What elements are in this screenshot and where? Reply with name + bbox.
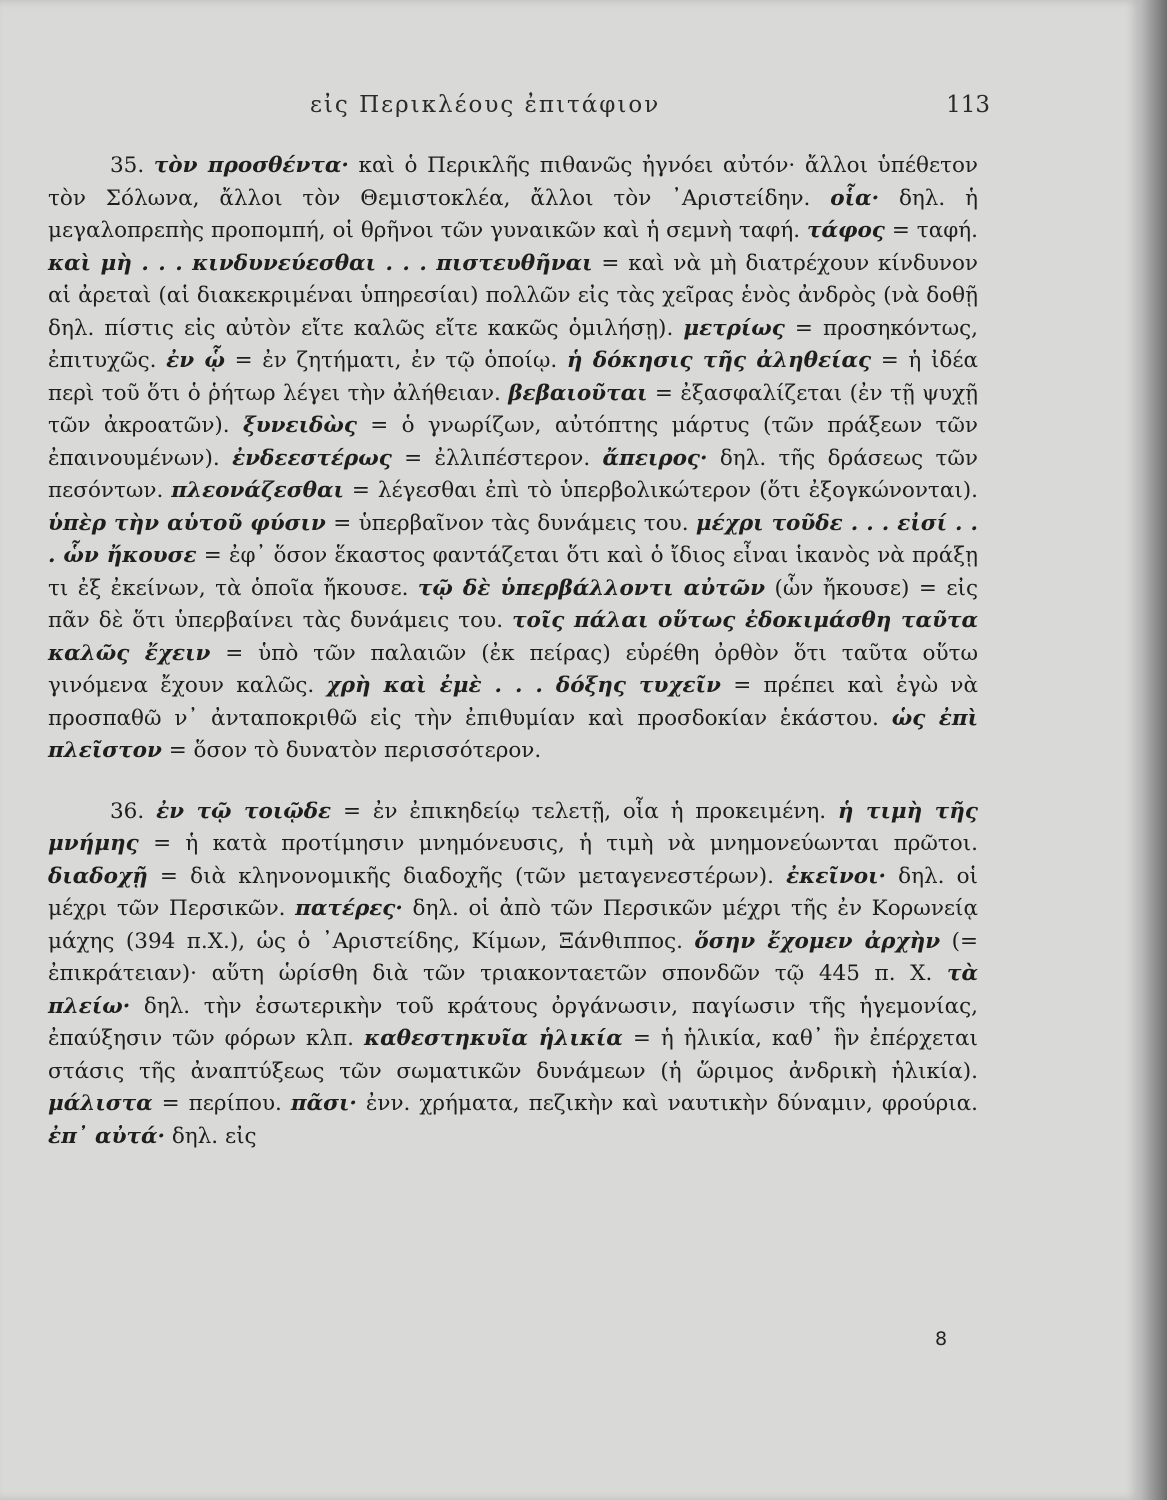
gloss: = ἐλλιπέστερον. [391,445,603,471]
lemma: τὸν προσθέντα· [153,153,349,178]
gloss: = ἐν ζητήματι, ἐν τῷ ὁποίῳ. [224,348,567,373]
gloss: = ὅσον τὸ δυνατὸν περισσότερον. [161,738,542,763]
lemma: καθεστηκυῖα ἡλικία [363,1026,623,1051]
gloss: = ὁ γνωρίζων, αὐτόπτης μάρτυς (τῶν πράξεων τῶν ἐπαινουμένων). [48,413,978,471]
commentary-text [48,150,978,1153]
gloss: δηλ. εἰς [165,1123,257,1149]
gloss: = ἡ ἡλικία, καθ᾽ ἣν ἐπέρχεται στάσις τῆς ἀναπτύξεως τῶν σωματικῶν δυνάμεων (ἡ ὥριμος ἀνδρικὴ ἡλικία). [48,1026,978,1084]
lemma: ὅσην ἔχομεν ἀρχὴν [694,928,941,954]
gloss: = ὑπερβαῖνον τὰς δυνάμεις του. [325,510,696,536]
paragraph-36 [48,796,978,1154]
gloss: = πρέπει καὶ ἐγὼ νὰ προσπαθῶ ν᾽ ἀνταποκριθῶ εἰς τὴν ἐπιθυμίαν καὶ προσδοκίαν ἑκάστου. [48,673,979,731]
lemma: διαδοχῇ [48,863,148,889]
lemma: ἄπειρος· [602,445,708,471]
gloss: = διὰ κληνονομικῆς διαδοχῆς (τῶν μεταγενεστέρων). [147,863,787,889]
gloss: = ἡ κατὰ προτίμησιν μνημόνευσις, ἡ τιμὴ νὰ μνημονεύωνται πρῶτοι. [138,831,978,856]
gloss: δηλ. τὴν ἐσωτερικὴν τοῦ κράτους ὀργάνωσιν, παγίωσιν τῆς ἡγεμονίας, ἐπαύξησιν τῶν φόρων κλπ. [48,993,978,1051]
paragraph-35 [48,150,978,768]
lemma: οἷα· [830,185,880,211]
lemma: τῷ δὲ ὑπερβάλλοντι αὐτῶν [417,575,765,601]
gloss: δηλ. τῆς δράσεως τῶν πεσόντων. [48,445,978,503]
gloss: δηλ. οἱ ἀπὸ τῶν Περσικῶν μέχρι τῆς ἐν Κορωνείᾳ μάχης (394 π.Χ.), ὡς ὁ ᾽Αριστείδης, Κίμων, Ξάνθιππος. [48,896,978,954]
lemma: τὰ πλείω· [48,961,978,1019]
gloss: = ἐφ᾽ ὅσον ἕκαστος φαντάζεται ὅτι καὶ ὁ ἴδιος εἶναι ἱκανὸς νὰ πράξῃ τι ἐξ ἐκείνων, τὰ ὁποῖα ἤκουσε. [48,543,978,601]
lemma: μετρίως [683,315,785,341]
gloss: = ὑπὸ τῶν παλαιῶν (ἐκ πείρας) εὑρέθη ὀρθὸν ὅτι ταῦτα οὕτω γινόμενα ἔχουν καλῶς. [48,640,979,698]
lemma: ὑπὲρ τὴν αὑτοῦ φύσιν [48,510,326,536]
lemma: πατέρες· [295,896,403,921]
lemma: ἐπ᾽ αὐτά· [48,1123,166,1149]
lemma: πλεονάζεσθαι [171,478,344,503]
gloss: δηλ. οἱ μέχρι τῶν Περσικῶν. [48,863,978,921]
gloss: ἐνν. χρήματα, πεζικὴν καὶ ναυτικὴν δύναμιν, φρούρια. [356,1091,978,1116]
lemma: τάφος [807,218,885,243]
gloss: = ἐν ἐπικηδείῳ τελετῇ, οἷα ἡ προκειμένη. [331,798,838,824]
lemma: καὶ μὴ . . . κινδυνεύεσθαι . . . πιστευθῆναι [48,250,593,276]
lemma: ἐνδεεστέρως [232,445,392,471]
page-number: 113 [946,92,990,118]
gloss: = περίπου. [152,1091,291,1116]
paragraph-number: 35. [110,153,145,178]
signature-mark: 8 [935,1328,948,1350]
gloss: (ὧν ἤκουσε) = εἰς πᾶν δὲ ὅτι ὑπερβαίνει τὰς δυνάμεις του. [48,575,978,633]
lemma: ξυνειδὼς [242,413,357,438]
lemma: ἐν ᾧ [166,348,225,373]
gloss: καὶ ὁ Περικλῆς πιθανῶς ἠγνόει αὐτόν· ἄλλοι ὑπέθετον τὸν Σόλωνα, ἄλλοι τὸν Θεμιστοκλέα, ἄλλοι τὸν ᾽Αριστείδην. [48,153,978,211]
lemma: πᾶσι· [290,1091,357,1116]
paragraph-number: 36. [110,798,145,824]
page-edge [1140,0,1167,1500]
lemma: μάλιστα [48,1091,153,1116]
gloss: δηλ. ἡ μεγαλοπρεπὴς προπομπή, οἱ θρῆνοι τῶν γυναικῶν καὶ ἡ σεμνὴ ταφή. [48,185,978,243]
lemma: τοῖς πάλαι οὕτως ἐδοκιμάσθη ταῦτα καλῶς ἔχειν [48,608,978,666]
running-title: εἰς Περικλέους ἐπιτάφιον [310,92,661,118]
lemma: χρὴ καὶ ἐμὲ . . . δόξης τυχεῖν [326,673,721,698]
gloss: (= ἐπικράτειαν)· αὕτη ὡρίσθη διὰ τῶν τριακονταετῶν σπονδῶν τῷ 445 π. Χ. [48,928,978,986]
gloss: = ταφή. [884,218,978,243]
gloss: = προσηκόντως, ἐπιτυχῶς. [48,315,978,373]
gloss: = ἐξασφαλίζεται (ἐν τῇ ψυχῇ τῶν ἀκροατῶν). [48,380,978,438]
lemma: μέχρι τοῦδε . . . εἰσί . . . ὧν ἤκουσε [48,510,978,568]
gloss: = λέγεσθαι ἐπὶ τὸ ὑπερβολικώτερον (ὅτι ἐξογκώνονται). [343,478,979,503]
lemma: βεβαιοῦται [508,380,648,406]
running-header [310,92,990,132]
gloss: = ἡ ἰδέα περὶ τοῦ ὅτι ὁ ῥήτωρ λέγει τὴν ἀλήθειαν. [48,348,978,406]
lemma: ἡ δόκησις τῆς ἀληθείας [566,348,872,373]
lemma: ὡς ἐπὶ πλεῖστον [48,705,978,763]
lemma: ἡ τιμὴ τῆς μνήμης [48,798,978,856]
lemma: ἐκεῖνοι· [786,863,886,889]
lemma: ἐν τῷ τοιῷδε [156,798,332,824]
gloss: = καὶ νὰ μὴ διατρέχουν κίνδυνον αἱ ἀρεταὶ (αἱ διακεκριμέναι ὑπηρεσίαι) πολλῶν εἰς τὰς χεῖρας ἑνὸς ἀνδρὸς (νὰ δοθῇ δηλ. πίστις εἰς αὐτὸν εἴτε καλῶς εἴτε κακῶς ὁμιλήσῃ). [48,250,978,341]
